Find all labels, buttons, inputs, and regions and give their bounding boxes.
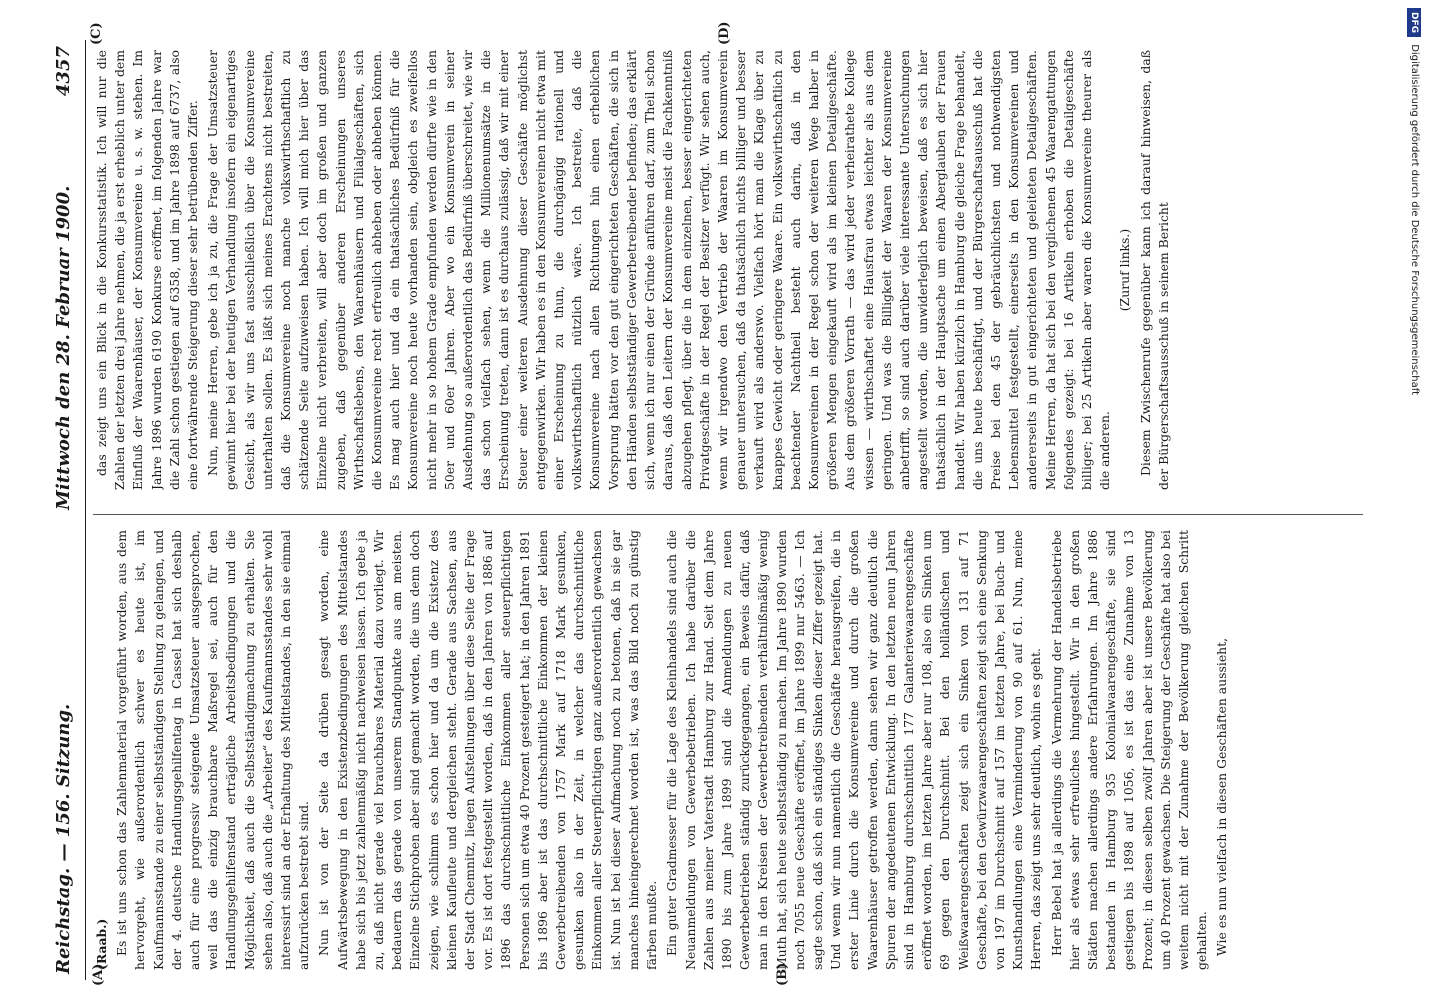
left-column xyxy=(93,530,1363,970)
interjection: (Zuruf links.) xyxy=(1117,228,1133,312)
column-divider xyxy=(93,514,1363,515)
header-date: Mittwoch den 28. Februar 1900. xyxy=(53,185,74,510)
margin-marker-a: (A) xyxy=(91,963,106,986)
margin-marker-b: (B) xyxy=(775,962,790,986)
paragraph: Es ist uns schon das Zahlenmaterial vorgeführt worden, aus dem hervorgeht, wie außerordentlich schwer es heute ist, im Kaufmannsstande zu einer selbstständigen Stellung zu gelangen, und der 4. deutsche Handlungsgehilfentag in Cassel hat sich deshalb auch für eine progressiv steigende Umsatzsteuer ausgesprochen, weil das die einzig brauchbare Maßregel sei, auch für den Handlungsgehilfenstand erträgliche Arbeitsbedingungen und die Möglichkeit, daß auch die Selbstständigmachung zu erhalten. Sie sehen also, daß auch die „Arbeiter“ des Kaufmannsstandes sehr wohl interessirt sind an der Erhaltung des Mittelstandes, in den sie einmal aufzurücken bestrebt sind. xyxy=(114,530,312,970)
paragraph: Ein guter Gradmesser für die Lage des Kleinhandels sind auch die Neuanmeldungen von Gewerbebetrieben. Ich habe darüber die Zahlen aus meiner Vaterstadt Hamburg zur Hand. Seit dem Jahre 1890 bis zum Jahre 1899 sind die Anmeldungen zu neuen Gewerbebetrieben ständig zurückgegangen, ein Beweis dafür, daß man in den Kreisen der Gewerbetreibenden verhältnißmäßig wenig Muth hat, sich heute selbstständig zu machen. Im Jahre 1890 wurden noch 7055 neue Geschäfte eröffnet, im Jahre 1899 nur 5463. — Ich sagte schon, daß sich ein ständiges Sinken dieser Ziffer gezeigt hat. Und wenn wir nun namentlich die Geschäfte herausgreifen, die in erster Linie durch die Konsumvereine und durch die großen Waarenhäuser getroffen werden, dann sehen wir ganz deutlich die Spuren der angedeutenen Entwicklung. In den letzten neun Jahren sind in Hamburg durchschnittlich 177 Galanteriewaarengeschäfte eröffnet worden, im letzten Jahre aber nur 108, also ein Sinken um 69 gegen den Durchschnitt. Bei den holländischen und Weißwaarengeschäften zeigt sich ein Sinken von 131 auf 71 Geschäfte, bei den Gewürzwaarengeschäften zeigt sich eine Senkung von 197 im Durchschnitt auf 157 im letzten Jahre, bei Buch- und Kunsthandlungen eine Verminderung von 90 auf 61. Nun, meine Herren, das zeigt uns sehr deutlich, wohin es geht. xyxy=(664,530,1044,970)
dfg-logo: DFG xyxy=(1407,8,1421,37)
funding-sidebar xyxy=(1408,8,1432,988)
paragraph: Diesem Zwischenrufe gegenüber kann ich darauf hinweisen, daß der Bürgerschaftsausschuß in seinem Bericht xyxy=(1137,50,1171,490)
funding-note: Digitalisierung gefördert durch die Deutsche Forschungsgemeinschaft xyxy=(1409,44,1420,396)
margin-marker-d: (D) xyxy=(717,21,732,45)
paragraph: Wie es nun vielfach in diesen Geschäften aussieht, xyxy=(1214,637,1230,956)
paragraph: Nun, meine Herren, gebe ich ja zu, die Frage der Umsatzsteuer gewinnt hier bei der heutigen Verhandlung insofern ein eigenartiges Gesicht, als wir uns fast ausschließlich über die Konsumvereine unterhalten sollen. Es läßt sich meines Erachtens nicht bestreiten, daß die Konsumvereine noch manche volkswirthschaftlich zu schätzende Seite aufzuweisen haben. Ich will mich hier über das Einzelne nicht verbreiten, will aber doch im großen und ganzen zugeben, daß gegenüber anderen Erscheinungen unseres Wirthschaftslebens, den Waarenhäusern und Filialgeschäften, sich die Konsumvereine recht erfreulich abheben oder abheben können. Es mag auch hier und da ein thatsächliches Bedürfniß für die Konsumvereine noch heute vorhanden sein, obgleich es zweifellos nicht mehr in so hohem Grade empfunden werden dürfte wie in den 50er und 60er Jahren. Aber wo ein Konsumverein in seiner Ausdehnung so außerordentlich das Bedürfniß überschreitet, wie wir das schon vielfach sehen, wenn die Millionenumsätze in die Erscheinung treten, dann ist es durchaus zulässig, daß wir mit einer Steuer einer weiteren Ausdehnung dieser Geschäfte möglichst entgegenwirken. Wir haben es in den Konsumvereinen nicht etwa mit einer Erscheinung zu thun, die durchgängig rationell und volkswirthschaftlich nützlich wäre. Ich bestreite, daß die Konsumvereine nach allen Richtungen hin einen erheblichen Vorsprung hätten vor den gut eingerichteten Geschäften, die sich in den Händen selbstständiger Gewerbetreibender befinden; das erklärt sich, wenn ich nur einen der Gründe anführen darf, zum Theil schon daraus, daß den Leitern der Konsumvereine meist die Fachkenntniß abzugehen pflegt, über die in dem einzelnen, besser eingerichteten Privatgeschäfte in der Regel der Besitzer verfügt. Wir sehen auch, wenn wir irgendwo den Vertrieb der Waaren im Konsumverein genauer untersuchen, daß da thatsächlich nichts billiger und besser verkauft wird als anderswo. Vielfach hört man die Klage über zu knappes Gewicht oder geringere Waare. Ein volkswirthschaftlich zu beachtender Nachtheil besteht auch darin, daß in den Konsumvereinen in der Regel schon der weiteren Wege halber in größeren Mengen eingekauft wird als im kleinen Detailgeschäfte. Aus dem größeren Vorrath — das wird jeder verheirathete Kollege wissen — wirthschaftet eine Hausfrau etwas leichter als aus dem geringen. Und was die Billigkeit der Waaren der Konsumvereine anbetrifft, so sind auch darüber viele interessante Untersuchungen angestellt worden, die unwiderleglich beweisen, daß es sich hier thatsächlich in der Hauptsache um einen Aberglauben der Frauen handelt. Wir haben kürzlich in Hamburg die gleiche Frage behandelt, die uns heute beschäftigt, und der Bürgerschaftsausschuß hat die Preise bei den 45 der gebräuchlichsten und nothwendigsten Lebensmittel festgestellt, einerseits in den Konsumvereinen und andererseits in gut eingerichteten und geleiteten Detailgeschäften. Meine Herren, da hat sich bei den verglichenen 45 Waarengattungen folgendes gezeigt: bei 16 Artikeln erhoben die Detailgeschäfte billiger; bei 25 Artikeln aber waren die Konsumvereine theurer als die anderen. xyxy=(205,50,1113,490)
margin-marker-c: (C) xyxy=(89,22,104,45)
paragraph: Herr Bebel hat ja allerdings die Vermehrung der Handelsbetriebe hier als etwas sehr erfreuliches hingestellt. Wir in den großen Städten machen allerdings andere Erfahrungen. Im Jahre 1886 bestanden in Hamburg 935 Kolonialwaarengeschäfte, sie sind gestiegen bis 1898 auf 1056, es ist das eine Zunahme von 13 Prozent; in diesen selben zwölf Jahren aber ist unsere Bevölkerung um 40 Prozent gewachsen. Die Steigerung der Geschäfte hat also bei weitem nicht mit der Zunahme der Bevölkerung gleichen Schritt gehalten. xyxy=(1048,530,1210,970)
page-header xyxy=(45,40,86,980)
speaker-name: (Raab.) xyxy=(94,918,109,970)
header-session: Reichstag. — 156. Sitzung. xyxy=(53,703,74,974)
right-column xyxy=(93,50,1363,490)
page-number: 4357 xyxy=(53,46,74,97)
rotated-page xyxy=(45,21,1375,986)
paragraph: das zeigt uns ein Blick in die Konkursstatistik. Ich will nur die Zahlen der letzten drei Jahre nehmen, die ja erst erheblich unter dem Einfluß der Waarenhäuser, der Konsumvereine u. s. w. stehen. Im Jahre 1896 wurden 6190 Konkurse eröffnet, im folgenden Jahre war die Zahl schon gestiegen auf 6358, und im Jahre 1898 auf 6737, also eine fortwährende Steigerung dieser sehr betrübenden Ziffer. xyxy=(94,50,201,490)
paragraph: Nun ist von der Seite da drüben gesagt worden, eine Aufwärtsbewegung in den Existenzbedingungen des Mittelstandes habe sich bis jetzt zahlenmäßig nicht nachweisen lassen. Ich gebe ja zu, daß nicht gerade viel brauchbares Material dazu vorliegt. Wir bedauern das gerade von unserem Standpunkte aus am meisten. Einzelne Stichproben aber sind gemacht worden, die uns denn doch zeigen, wie schlimm es schon hier und da um die Existenz des kleinen Kaufleute und dergleichen steht. Gerade aus Sachsen, aus der Stadt Chemnitz, liegen Aufstellungen über diese Seite der Frage vor. Es ist dort festgestellt worden, daß in den Jahren von 1886 auf 1896 das durchschnittliche Einkommen aller steuerpflichtigen Personen sich um etwa 40 Prozent gesteigert hat; in den Jahren 1891 bis 1896 aber ist das durchschnittliche Einkommen der kleinen Gewerbetreibenden von 1757 Mark auf 1718 Mark gesunken, gesunken also in der Zeit, in welcher das durchschnittliche Einkommen aller Steuerpflichtigen ganz außerordentlich gewachsen ist. Nun ist bei dieser Aufmachung noch zu betonen, daß in sie gar manches hineingerechnet worden ist, was das Bild noch zu günstig färben mußte. xyxy=(316,530,660,970)
